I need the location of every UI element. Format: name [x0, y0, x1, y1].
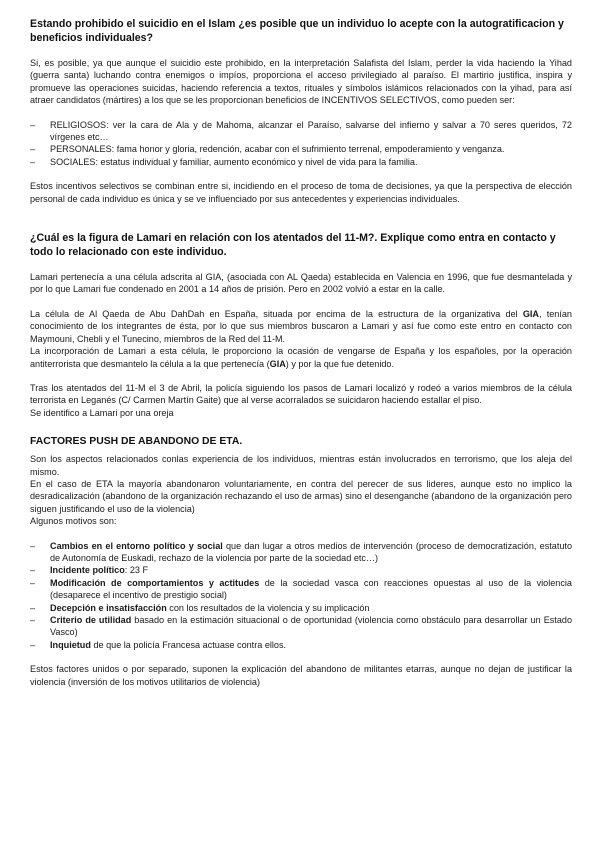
incentives-list [30, 119, 572, 169]
list-item: – SOCIALES: estatus individual y familiar, aumento económico y nivel de vida para la familia. [30, 156, 572, 168]
section-1-intro: Si, es posible, ya que aunque el suicidio este prohibido, en la interpretación Salafista del Islam, perder la vida haciendo la Yihad (guerra santa) luchando contra enemigos o impíos, proporciona el acceso privilegiado al paraíso. El martirio justifica, inspira y promueve las operaciones suicidas, haciendo referencia a textos, rituales y símbolos islámicos relacionados con la yihad, para así atraer candidatos (mártires) a los que se les proporcionan beneficios de INCENTIVOS SELECTIVOS, como pueden ser: [30, 58, 572, 106]
list-item: – PERSONALES: fama honor y gloria, redención, acabar con el sufrimiento terrenal, empoderamiento y venganza. [30, 143, 572, 155]
section-1-closing: Estos incentivos selectivos se combinan entre si, incidiendo en el proceso de toma de decisiones, ya que la perspectiva de elección personal de cada individuo es única y se ve influenciado por sus antecedentes y experiencias individuales. [30, 181, 572, 204]
list-item: – RELIGIOSOS: ver la cara de Ala y de Mahoma, alcanzar el Paraíso, salvarse del infierno y salvar a 70 seres queridos, 72 vírgenes etc… [30, 119, 572, 144]
list-item: – Decepción e insatisfacción con los resultados de la violencia y su implicación [30, 602, 572, 614]
list-item: – Modificación de comportamientos y actitudes de la sociedad vasca con reacciones opuestas al uso de la violencia (desaparece el incentivo de prestigio social) [30, 577, 572, 602]
section-2-paragraph-2: La célula de Al Qaeda de Abu DahDah en España, situada por encima de la estructura de la organizativa del GIA, tenían conocimiento de los integrantes de ésta, por lo que sus miembros buscaron a Lamari y así fue como este entro en contacto con Maymouni, Chebli y el Tunecino, miembros de la Red del 11-M. [30, 308, 572, 344]
list-item: – Criterio de utilidad basado en la estimación situacional o de oportunidad (violencia como obstáculo para desarrollar un Estado Vasco) [30, 614, 572, 639]
section-2-paragraph-5: Se identifico a Lamari por una oreja [30, 407, 174, 418]
section-2-paragraph-3: La incorporación de Lamari a esta célula, le proporciono la ocasión de vengarse de España y los españoles, por la operación antiterrorista que desmantelo la célula a la que pertenecía (GIA) y por la que fue detenido. [30, 346, 572, 369]
section-1-title: Estando prohibido el suicidio en el Islam ¿es posible que un individuo lo acepte con la autogratificacion y beneficios individuales? [30, 18, 564, 44]
push-factors-list [30, 540, 572, 652]
list-item: – Incidente político: 23 F [30, 564, 572, 576]
section-3-title: FACTORES PUSH DE ABANDONO DE ETA. [30, 436, 243, 448]
section-3-paragraph-1: Son los aspectos relacionados conlas experiencia de los individuos, mientras están involucrados en terrorismo, que los aleja del mismo. [30, 454, 572, 477]
section-2-paragraph-4: Tras los atentados del 11-M el 3 de Abril, la policía siguiendo los pasos de Lamari localizó y rodeó a varios miembros de la célula terrorista en Leganés (C/ Carmen Martín Gaite) que al verse acorralados se suicidaron haciendo estallar el piso. [30, 382, 572, 406]
list-item: – Inquietud de que la policía Francesa actuase contra ellos. [30, 639, 572, 651]
section-3-paragraph-2: En el caso de ETA la mayoría abandonaron voluntariamente, en contra del perecer de sus lideres, aunque esto no implico la desradicalización (abandono de la organización rechazando el uso de armas) sino el desenganche (abandono de la organización pero siguen justificando el uso de la violencia) [30, 478, 572, 514]
section-2-paragraph-1: Lamari pertenecía a una célula adscrita al GIA, (asociada con AL Qaeda) establecida en Valencia en 1996, que fue desmantelada y por lo que Lamari fue condenado en 2001 a 14 años de prisión. Pero en 2002 volvió a estar en la calle. [30, 272, 572, 295]
section-3-closing: Estos factores unidos o por separado, suponen la explicación del abandono de militantes etarras, aunque no dejan de justificar la violencia (inversión de los motivos utilitarios de violencia) [30, 664, 572, 687]
section-2-title: ¿Cuál es la figura de Lamari en relación con los atentados del 11-M?. Explique como entra en contacto y todo lo relacionado con este individuo. [30, 232, 556, 259]
list-item: – Cambios en el entorno político y social que dan lugar a otros medios de intervención (proceso de democratización, estatuto de Autonomía de Euskadi, rechazo de la violencia por parte de la sociedad etc…) [30, 540, 572, 565]
section-3-paragraph-3: Algunos motivos son: [30, 516, 117, 527]
